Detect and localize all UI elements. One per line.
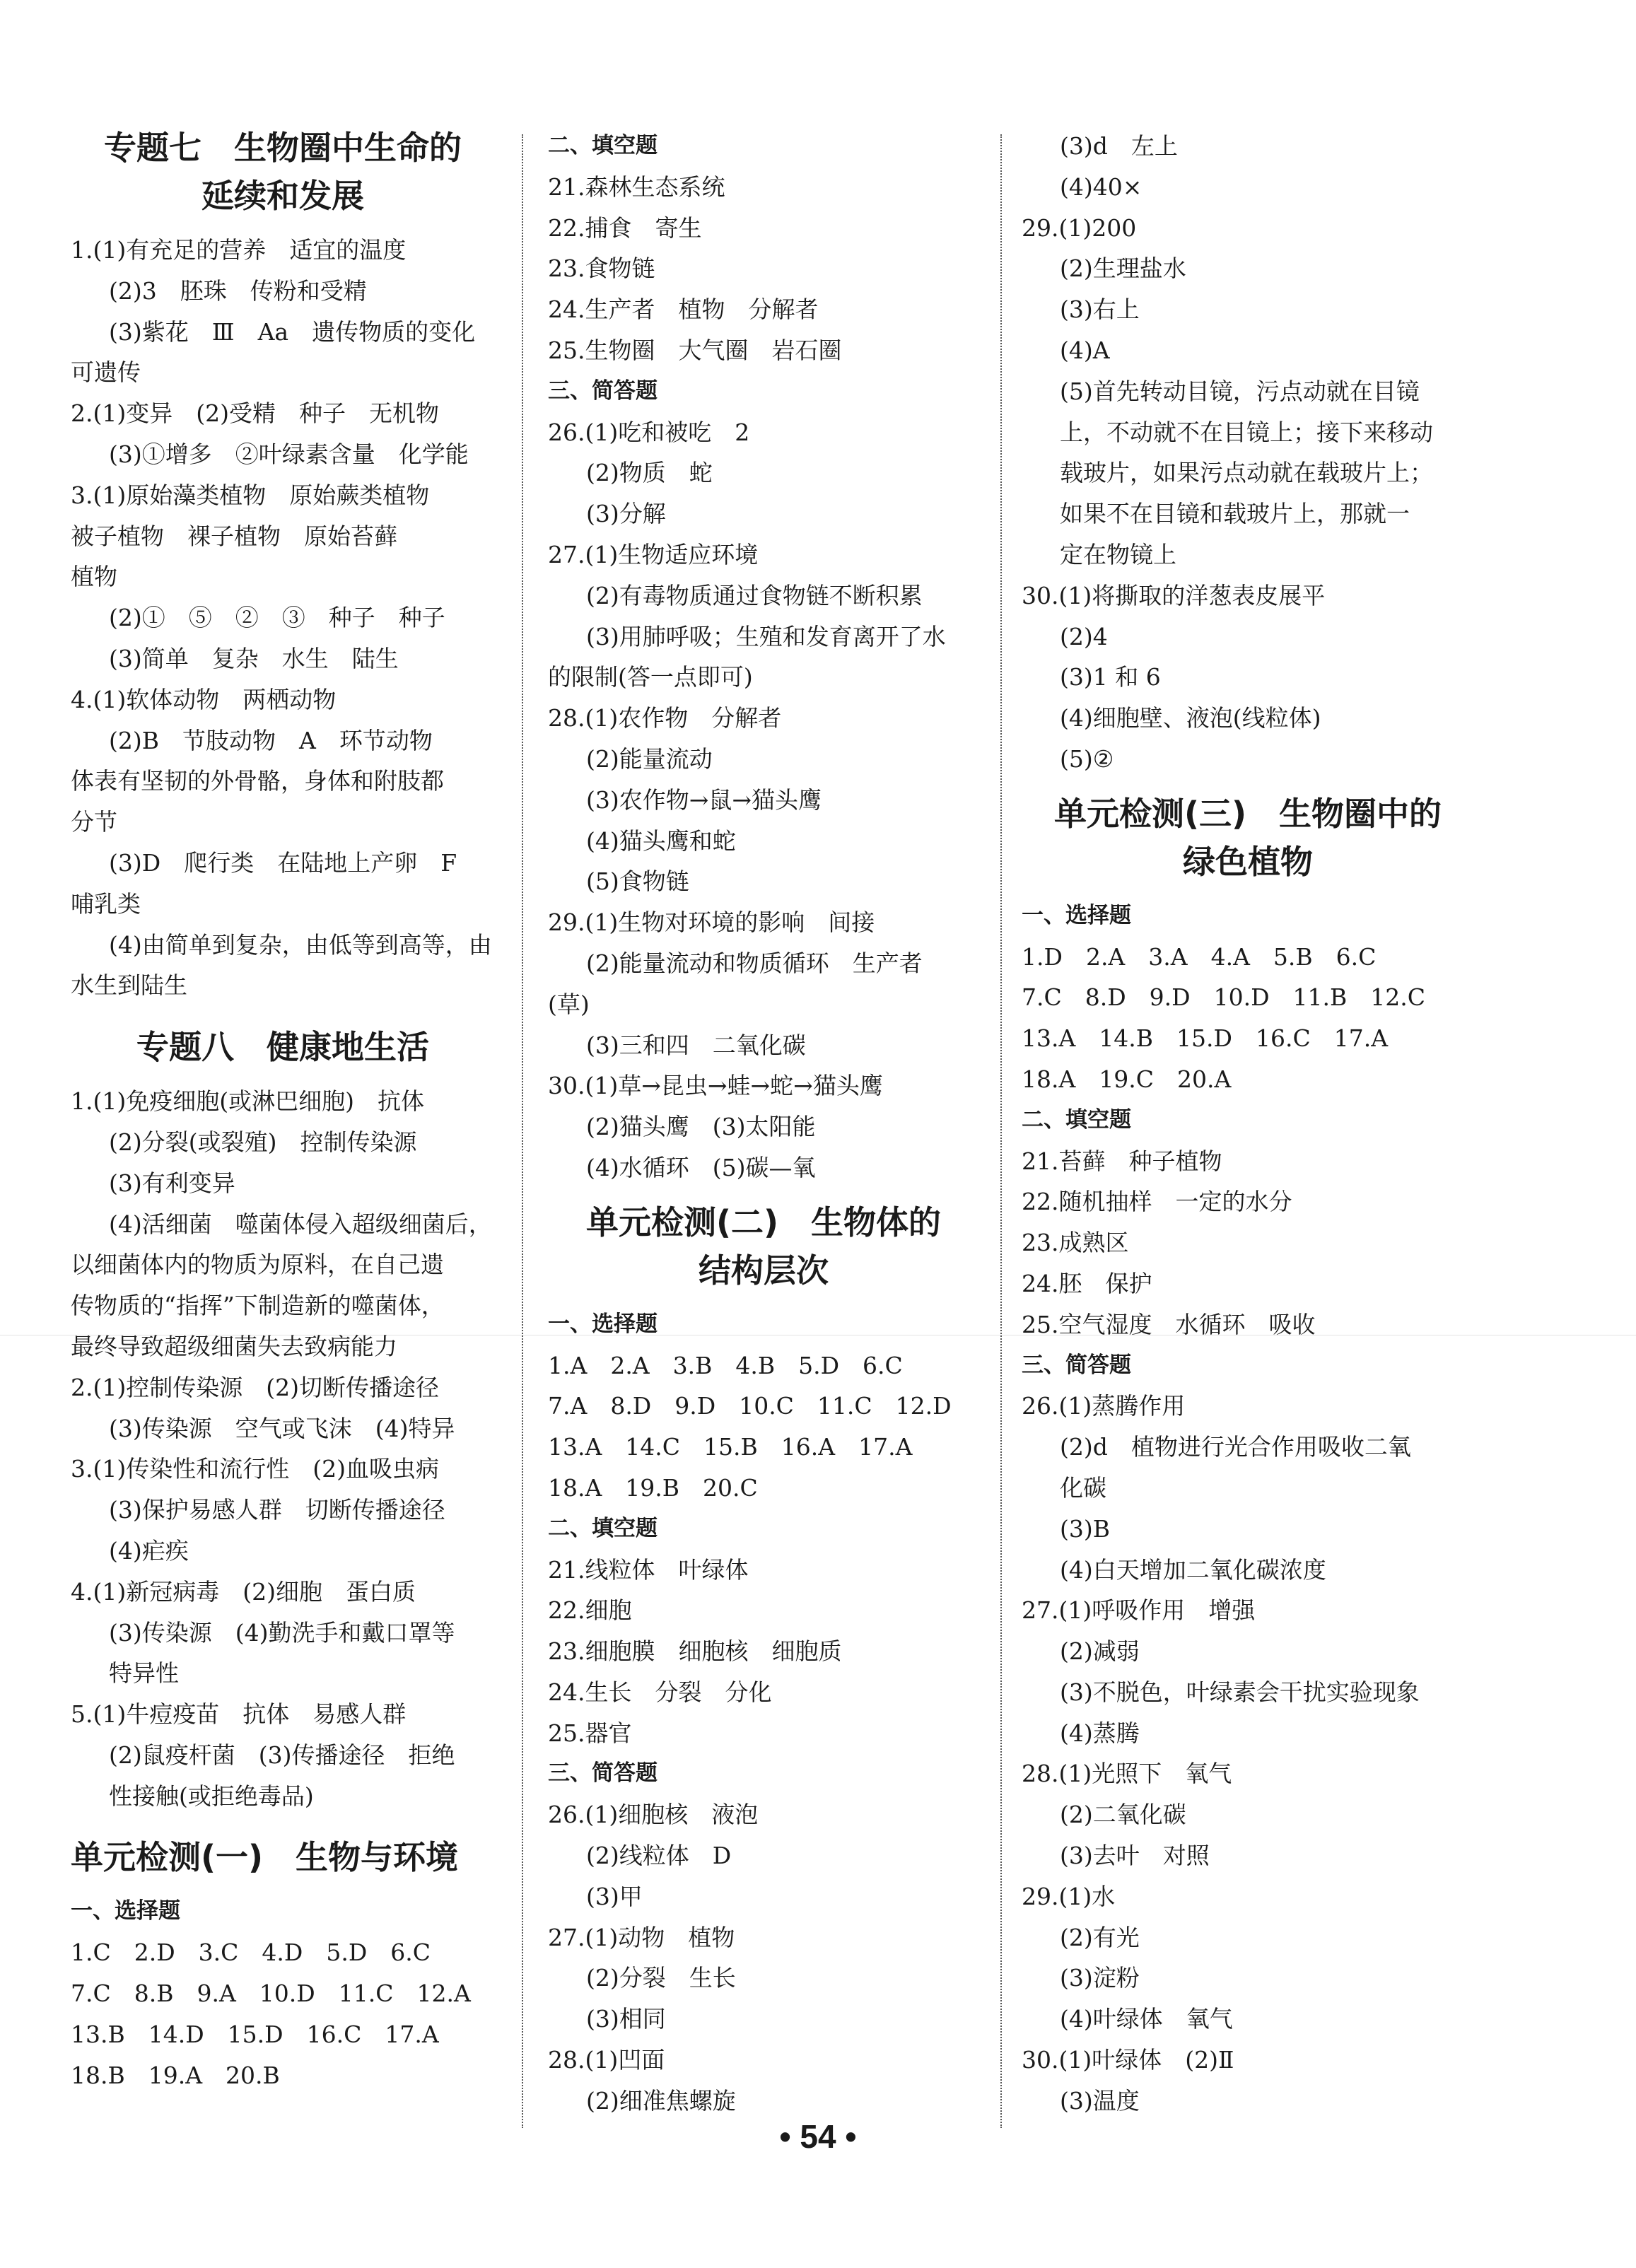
answer-line: 24.生产者 植物 分解者: [548, 296, 819, 324]
answer-line: (3)①增多 ②叶绿素含量 化学能: [109, 440, 469, 468]
page-number: • 54 •: [779, 2118, 857, 2155]
answer-line: (3)相同: [586, 2005, 666, 2033]
section-heading: 二、填空题: [548, 133, 658, 158]
answer-line: 以细菌体内的物质为原料，在自己遗: [71, 1251, 444, 1279]
answer-line: 性接触(或拒绝毒品): [109, 1782, 314, 1810]
answer-line: 26.(1)吃和被吃 2: [548, 418, 750, 446]
answer-line: 22.细胞: [548, 1596, 632, 1625]
answer-line: 植物: [71, 563, 117, 591]
answer-line: (2)4: [1060, 622, 1108, 650]
answer-line: (2)① ⑤ ② ③ 种子 种子: [109, 604, 445, 632]
answer-line: 28.(1)光照下 氧气: [1022, 1760, 1232, 1788]
answer-line: (4)活细菌 噬菌体侵入超级细菌后，: [109, 1210, 492, 1238]
answer-line: 化碳: [1060, 1473, 1106, 1502]
unit3-title: 单元检测(三) 生物圈中的 绿色植物: [1053, 794, 1442, 881]
answer-line: (2)物质 蛇: [586, 459, 713, 487]
answer-line: (2)分裂 生长: [586, 1964, 736, 1992]
answer-line: (4)由简单到复杂，由低等到高等，由: [109, 930, 492, 959]
answer-line: (4)疟疾: [109, 1536, 189, 1565]
answer-line: 13.A 14.C 15.B 16.A 17.A: [548, 1433, 913, 1461]
unit2-fill-answers: [548, 1550, 979, 1754]
topic7-title: 专题七 生物圈中生命的 延续和发展: [104, 129, 462, 215]
section-heading: 三、简答题: [548, 1760, 658, 1787]
column-3: [1022, 126, 1474, 2122]
answer-line: 18.B 19.A 20.B: [71, 2061, 280, 2089]
unit1-title: 单元检测(一) 生物与环境: [71, 1838, 459, 1877]
answer-line: (4)猫头鹰和蛇: [586, 826, 736, 855]
answer-line: 13.A 14.B 15.D 16.C 17.A: [1022, 1024, 1389, 1053]
answer-line: 体表有坚韧的外骨骼，身体和附肢都: [71, 767, 444, 795]
answer-line: (2)有光: [1060, 1923, 1140, 1951]
answer-line: 2.(1)变异 (2)受精 种子 无机物: [71, 399, 439, 428]
answer-line: 27.(1)呼吸作用 增强: [1022, 1596, 1256, 1625]
unit3-fill-answers: [1022, 1141, 1474, 1345]
answer-line: 4.(1)新冠病毒 (2)细胞 蛋白质: [71, 1577, 416, 1606]
answer-line: 1.(1)有充足的营养 适宜的温度: [71, 236, 407, 264]
unit1-short-answers: [548, 412, 979, 1188]
answer-line: (2)能量流动和物质循环 生产者: [586, 949, 923, 977]
answer-line: (5)食物链: [586, 867, 689, 896]
answer-line: 5.(1)牛痘疫苗 抗体 易感人群: [71, 1700, 407, 1729]
answer-line: (3)不脱色，叶绿素会干扰实验现象: [1060, 1678, 1420, 1706]
answer-line: 7.A 8.D 9.D 10.C 11.C 12.D: [548, 1392, 952, 1420]
answer-line: 23.食物链: [548, 255, 655, 283]
answer-line: (5)②: [1060, 744, 1114, 773]
unit3-choice-answers: [1022, 937, 1474, 1100]
answer-line: (3)温度: [1060, 2086, 1140, 2115]
answer-line: 22.随机抽样 一定的水分: [1022, 1188, 1292, 1216]
answer-line: (3)有利变异: [109, 1169, 235, 1197]
answer-line: 特异性: [109, 1659, 179, 1688]
answer-line: 18.A 19.C 20.A: [1022, 1065, 1232, 1093]
answer-line: (2)分裂(或裂殖) 控制传染源: [109, 1128, 417, 1156]
answer-line: 被子植物 裸子植物 原始苔藓: [71, 522, 397, 550]
section-heading: 三、简答题: [1022, 1352, 1131, 1378]
answer-line: (4)40×: [1060, 173, 1143, 201]
answer-line: (3)传染源 (4)勤洗手和戴口罩等: [109, 1618, 455, 1647]
answer-line: 传物质的“指挥”下制造新的噬菌体，: [71, 1292, 445, 1320]
column-2: [548, 126, 979, 2122]
unit1-fill-answers: [548, 167, 979, 371]
unit2-title: 单元检测(二) 生物体的 结构层次: [585, 1203, 942, 1290]
answer-line: (2)3 胚珠 传粉和受精: [109, 276, 367, 305]
answer-line: 1.(1)免疫细胞(或淋巴细胞) 抗体: [71, 1087, 424, 1116]
answer-line: 28.(1)农作物 分解者: [548, 704, 782, 732]
answer-line: (2)有毒物质通过食物链不断积累: [586, 581, 923, 609]
answer-line: (2)d 植物进行光合作用吸收二氧: [1060, 1433, 1411, 1461]
answer-line: 29.(1)水: [1022, 1882, 1116, 1910]
unit2-short-answers: [548, 1794, 979, 2121]
answer-line: (2)能量流动: [586, 744, 713, 773]
answer-line: (5)首先转动目镜，污点动就在目镜: [1060, 377, 1420, 405]
answer-line: 1.C 2.D 3.C 4.D 5.D 6.C: [71, 1939, 431, 1967]
answer-line: (4)蒸腾: [1060, 1719, 1140, 1747]
answer-line: 1.D 2.A 3.A 4.A 5.B 6.C: [1022, 942, 1377, 971]
answer-line: 27.(1)动物 植物: [548, 1923, 735, 1951]
topic8-answers: [71, 1081, 495, 1816]
answer-line: 可遗传: [71, 358, 141, 387]
answer-line: (草): [548, 990, 590, 1018]
topic7-answers: [71, 230, 495, 1006]
column-1: [71, 124, 495, 2095]
answer-line: 7.C 8.D 9.D 10.D 11.B 12.C: [1022, 983, 1426, 1012]
answer-line: 3.(1)传染性和流行性 (2)血吸虫病: [71, 1455, 439, 1483]
answer-line: (3)分解: [586, 500, 666, 528]
unit2-continued-answers: [1022, 126, 1474, 780]
answer-line: (3)紫花 Ⅲ Aa 遗传物质的变化: [109, 317, 476, 346]
answer-line: (4)细胞壁、液泡(线粒体): [1060, 704, 1321, 732]
answer-line: 如果不在目镜和载玻片上，那就一: [1060, 500, 1410, 528]
answer-line: (2)鼠疫杆菌 (3)传播途径 拒绝: [109, 1741, 455, 1769]
answer-line: (3)三和四 二氧化碳: [586, 1031, 806, 1059]
answer-line: 18.A 19.B 20.C: [548, 1473, 758, 1502]
answer-line: 载玻片，如果污点动就在载玻片上；: [1060, 459, 1433, 487]
answer-line: (3)用肺呼吸；生殖和发育离开了水: [586, 622, 946, 650]
answer-line: (3)农作物→鼠→猫头鹰: [586, 785, 822, 814]
answer-line: (3)传染源 空气或飞沫 (4)特异: [109, 1414, 455, 1442]
answer-line: (2)猫头鹰 (3)太阳能: [586, 1113, 816, 1141]
answer-line: (2)细准焦螺旋: [586, 2086, 736, 2115]
answer-line: 26.(1)细胞核 液泡: [548, 1801, 759, 1829]
answer-line: 4.(1)软体动物 两栖动物: [71, 685, 337, 713]
answer-line: (2)二氧化碳: [1060, 1801, 1186, 1829]
answer-line: 13.B 14.D 15.D 16.C 17.A: [71, 2020, 439, 2048]
answer-line: 24.生长 分裂 分化: [548, 1678, 772, 1706]
answer-line: (4)叶绿体 氧气: [1060, 2005, 1233, 2033]
answer-line: (2)生理盐水: [1060, 255, 1186, 283]
answer-line: 定在物镜上: [1060, 540, 1176, 568]
answer-line: 21.苔藓 种子植物: [1022, 1147, 1222, 1175]
answer-line: 25.器官: [548, 1719, 632, 1747]
answer-line: 的限制(答一点即可): [548, 663, 753, 691]
answer-line: 21.森林生态系统: [548, 173, 725, 201]
answer-line: (4)A: [1060, 336, 1110, 364]
answer-line: (4)白天增加二氧化碳浓度: [1060, 1555, 1326, 1584]
unit3-short-answers: [1022, 1386, 1474, 2121]
answer-line: 1.A 2.A 3.B 4.B 5.D 6.C: [548, 1351, 903, 1379]
answer-line: 29.(1)200: [1022, 214, 1137, 242]
answer-line: 上，不动就不在目镜上；接下来移动: [1060, 418, 1433, 446]
unit2-choice-answers: [548, 1345, 979, 1509]
answer-line: (2)B 节肢动物 A 环节动物: [109, 726, 433, 754]
answer-line: (3)去叶 对照: [1060, 1842, 1210, 1870]
answer-line: 24.胚 保护: [1022, 1269, 1152, 1297]
answer-line: 23.细胞膜 细胞核 细胞质: [548, 1637, 842, 1666]
answer-line: (3)淀粉: [1060, 1964, 1140, 1992]
answer-line: 25.空气湿度 水循环 吸收: [1022, 1310, 1316, 1338]
answer-line: 28.(1)凹面: [548, 2046, 665, 2074]
answer-line: (3)D 爬行类 在陆地上产卵 F: [109, 848, 457, 877]
answer-line: 21.线粒体 叶绿体: [548, 1555, 749, 1584]
answer-line: 26.(1)蒸腾作用: [1022, 1392, 1186, 1420]
answer-line: (4)水循环 (5)碳—氧: [586, 1153, 816, 1181]
answer-line: (3)保护易感人群 切断传播途径: [109, 1496, 445, 1524]
answer-line: (2)线粒体 D: [586, 1842, 732, 1870]
answer-line: (3)d 左上: [1060, 132, 1178, 160]
column-divider: [1000, 134, 1002, 2128]
answer-line: 3.(1)原始藻类植物 原始蕨类植物: [71, 481, 430, 509]
answer-line: 水生到陆生: [71, 971, 187, 1000]
answer-line: (3)简单 复杂 水生 陆生: [109, 644, 399, 672]
answer-line: 最终导致超级细菌失去致病能力: [71, 1332, 397, 1360]
answer-line: 2.(1)控制传染源 (2)切断传播途径: [71, 1373, 439, 1401]
answer-line: 30.(1)叶绿体 (2)Ⅱ: [1022, 2046, 1234, 2074]
answer-line: 7.C 8.B 9.A 10.D 11.C 12.A: [71, 1980, 471, 2008]
answer-line: 22.捕食 寄生: [548, 214, 702, 242]
answer-line: (3)右上: [1060, 296, 1140, 324]
answer-line: 分节: [71, 808, 117, 836]
answer-line: 29.(1)生物对环境的影响 间接: [548, 908, 875, 937]
topic8-title: 专题八 健康地生活: [136, 1028, 429, 1067]
column-divider: [522, 134, 523, 2128]
answer-line: 哺乳类: [71, 889, 141, 918]
answer-line: 30.(1)将撕取的洋葱表皮展平: [1022, 581, 1326, 609]
section-heading: 一、选择题: [71, 1898, 180, 1924]
section-heading: 三、简答题: [548, 378, 658, 404]
answer-line: 30.(1)草→昆虫→蛙→蛇→猫头鹰: [548, 1072, 883, 1100]
answer-line: (2)减弱: [1060, 1637, 1140, 1666]
answer-line: 27.(1)生物适应环境: [548, 540, 759, 568]
answer-line: 23.成熟区: [1022, 1229, 1129, 1257]
unit1-choice-answers: [71, 1932, 495, 2095]
answer-line: (3)1 和 6: [1060, 663, 1161, 691]
answer-line: (3)B: [1060, 1514, 1110, 1543]
answer-line: 25.生物圈 大气圈 岩石圈: [548, 336, 842, 364]
section-heading: 一、选择题: [548, 1311, 658, 1337]
section-heading: 二、填空题: [1022, 1106, 1131, 1133]
section-heading: 一、选择题: [1022, 902, 1131, 928]
section-heading: 二、填空题: [548, 1515, 658, 1541]
answer-line: (3)甲: [586, 1882, 643, 1910]
